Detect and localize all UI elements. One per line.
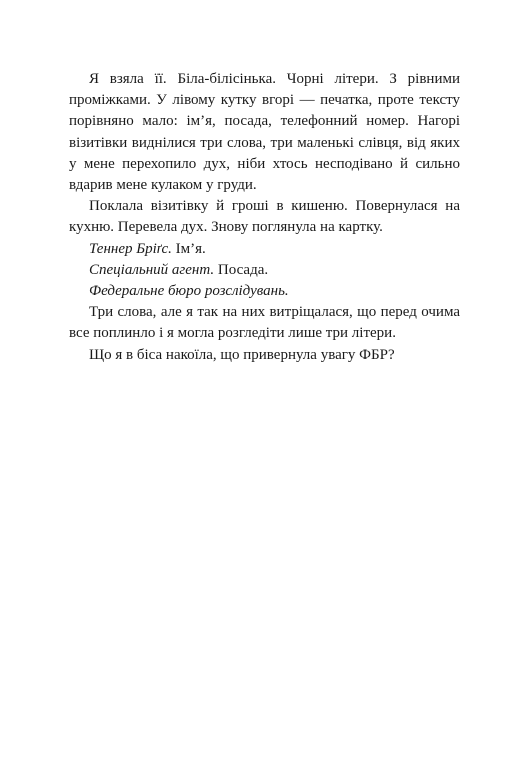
paragraph: Я взяла її. Біла-білісінька. Чорні літери. З рівними проміжками. У лівому кутку вгорі — печатка, проте тексту порівняно мало: ім’я, посада, телефонний номер. Нагорі візитівки виднілися три слова, три маленькі слівця, від яких у мене перехопило дух, ніби хтось несподівано й сильно вдарив мене кулаком у груди. [69, 71, 460, 194]
paragraph: Поклала візитівку й гроші в кишеню. Повернулася на кухню. Перевела дух. Знову поглянула на картку. [69, 198, 460, 236]
paragraph [69, 281, 460, 302]
italic-name: Теннер Бріґс. [89, 240, 172, 257]
paragraph [69, 239, 460, 260]
italic-agency: Федеральне бюро розслідувань. [89, 283, 289, 300]
paragraph-text: Ім’я. [171, 240, 206, 257]
paragraph: Що я в біса накоїла, що привернула увагу ФБР? [89, 346, 395, 363]
paragraph: Три слова, але я так на них витріщалася, що перед очима все поплинло і я могла розгледіти лише три літери. [69, 304, 460, 342]
italic-title: Спеціальний агент. [89, 261, 215, 278]
paragraph-text: Посада. [214, 261, 269, 278]
paragraph [69, 260, 460, 281]
page-text-block [69, 69, 460, 366]
